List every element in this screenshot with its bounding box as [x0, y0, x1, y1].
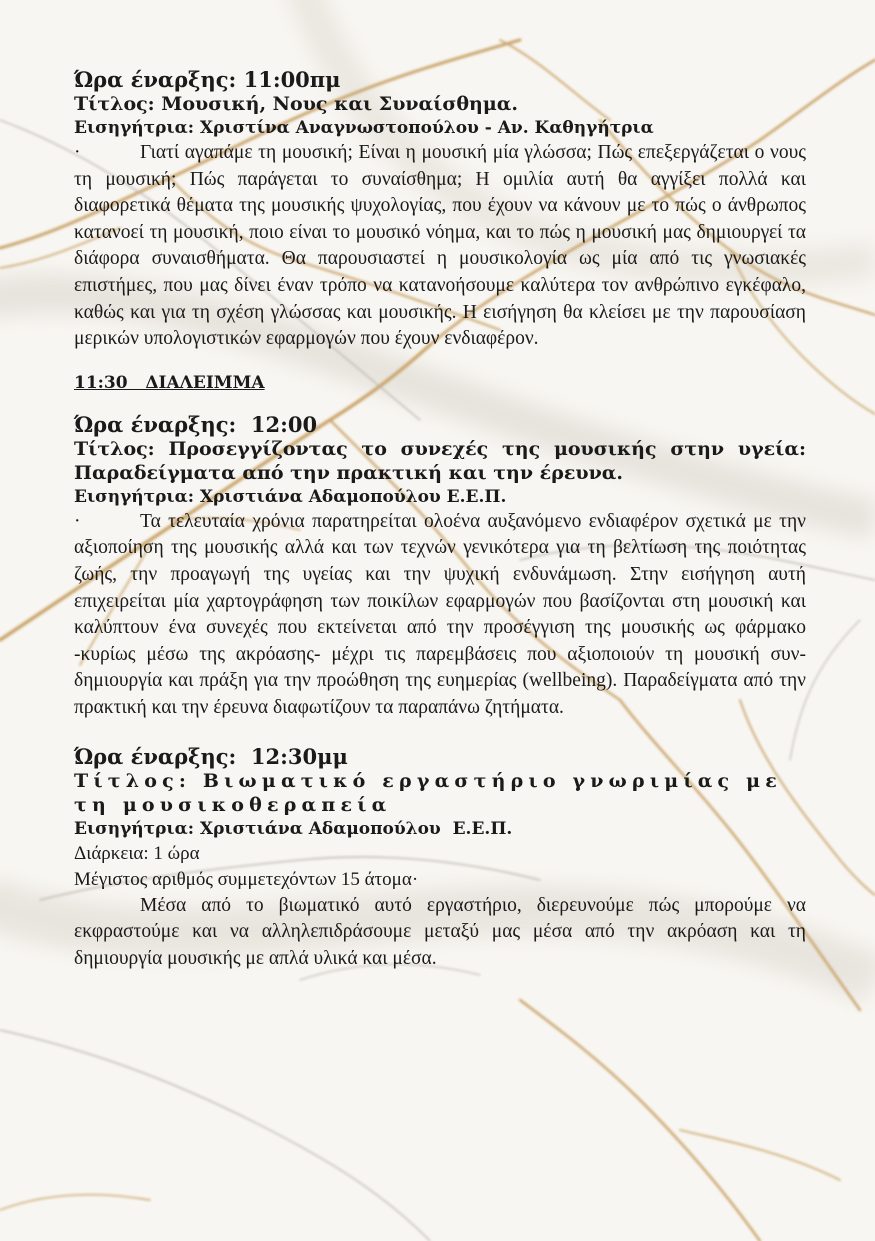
session-1-speaker: Εισηγήτρια: Χριστίνα Αναγνωστοπούλου - Αν. Καθηγήτρια — [74, 118, 654, 138]
session-2-title: Τίτλος: Προσεγγίζοντας το συνεχές της μουσικής στην υγεία: Παραδείγματα από την πρακτική και την έρευνα. — [74, 437, 806, 484]
session-3-speaker: Εισηγήτρια: Χριστιάνα Αδαμοπούλου Ε.Ε.Π. — [74, 818, 513, 839]
session-2-speaker: Εισηγήτρια: Χριστιάνα Αδαμοπούλου Ε.Ε.Π. — [74, 486, 507, 507]
session-1 — [74, 68, 806, 353]
break-label: 11:30 ΔΙΑΛΕΙΜΜΑ — [74, 372, 265, 393]
session-2-description — [74, 509, 806, 722]
session-2-bullet: · — [74, 510, 81, 532]
session-3-description — [74, 893, 806, 973]
session-3-duration: Διάρκεια: 1 ώρα — [74, 842, 200, 864]
session-1-description — [74, 140, 806, 353]
session-3-title: Τίτλος: Βιωματικό εργαστήριο γνωριμίας με τη μουσικοθεραπεία — [74, 769, 782, 816]
session-1-bullet: · — [74, 142, 81, 163]
session-1-title: Τίτλος: Μουσική, Νους και Συναίσθημα. — [74, 93, 519, 115]
session-2 — [74, 413, 806, 722]
session-3-description-text: Μέσα από το βιωματικό αυτό εργαστήριο, διερευνούμε πώς μπορούμε να εκφραστούμε και να αλληλεπιδράσουμε μεταξύ μας μέσα από την ακρόαση και τη δημιουργία μουσικής με απλά υλικά και μέσα. — [74, 894, 806, 969]
session-3-max-participants: Μέγιστος αριθμός συμμετεχόντων 15 άτομα· — [74, 868, 419, 890]
session-2-description-text: Τα τελευταία χρόνια παρατηρείται ολοένα αυξανόμενο ενδιαφέρον σχετικά με την αξιοποίηση της μουσικής αλλά και των τεχνών γενικότερα για τη βελτίωση της ποιότητας ζωής, την προαγωγή της υγείας και την ψυχική ενδυνάμωση. Στην εισήγηση αυτή επιχειρείται μία χαρτογράφηση των ποικίλων εφαρμογών που βασίζονται στη μουσική και καλύπτουν ένα συνεχές που εκτείνεται από την προσέγγιση της μουσικής ως φάρμακο -κυρίως μέσω της ακρόασης- μέχρι τις παρεμβάσεις που αξιοποιούν τη μουσική συν-δημιουργία και πράξη για την προώθηση της ευημερίας (wellbeing). Παραδείγματα από την πρακτική και την έρευνα διαφωτίζουν τα παραπάνω ζητήματα. — [74, 510, 806, 718]
session-1-description-text: Γιατί αγαπάμε τη μουσική; Είναι η μουσική μία γλώσσα; Πώς επεξεργάζεται ο νους τη μουσική; Πώς παράγεται το συναίσθημα; Η ομιλία αυτή θα αγγίξει πολλά και διαφορετικά θέματα της μουσικής ψυχολογίας, που έχουν να κάνουν με το πώς ο άνθρωπος κατανοεί τη μουσική, ποιο είναι το μουσικό νόημα, και το πώς η μουσική μας δημιουργεί τα διάφορα συναισθήματα. Θα παρουσιαστεί η μουσικολογία ως μία από τις γνωσιακές επιστήμες, που μας δίνει έναν τρόπο να κατανοήσουμε καλύτερα τον ανθρώπινο εγκέφαλο, καθώς και για τη σχέση γλώσσας και μουσικής. Η εισήγηση θα κλείσει με την παρουσίαση μερικών υπολογιστικών εφαρμογών που έχουν ενδιαφέρον. — [74, 142, 806, 350]
session-3-start-time: Ώρα έναρξης: 12:30μμ — [74, 743, 348, 769]
session-1-start-time: Ώρα έναρξης: 11:00πμ — [74, 67, 341, 92]
session-2-start-time: Ώρα έναρξης: 12:00 — [74, 411, 318, 437]
document-page — [74, 68, 806, 972]
session-3 — [74, 745, 806, 973]
break-section — [74, 373, 806, 393]
